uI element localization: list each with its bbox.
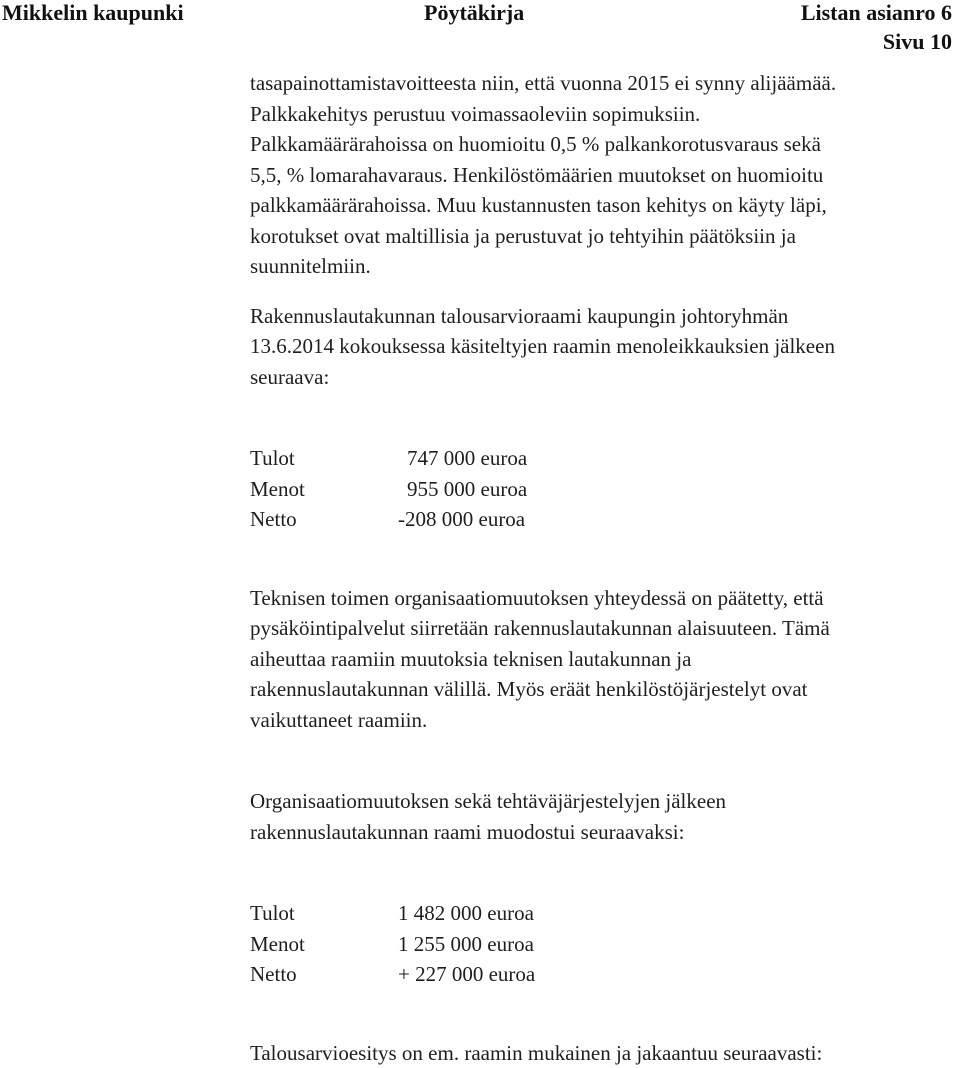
budget-frame-table-initial xyxy=(250,443,527,535)
document-body xyxy=(250,68,950,1068)
row-value-net: -208 000 euroa xyxy=(398,504,527,535)
spacer xyxy=(250,535,950,583)
page-header xyxy=(0,0,960,60)
paragraph-budget-balancing: tasapainottamistavoitteesta niin, että vuonna 2015 ei synny alijäämää. Palkkakehitys perustuu voimassaoleviin sopimuksiin. Palkkamäärärahoissa on huomioitu 0,5 % palkankorotusvaraus sekä 5,5, % lomarahavaraus. Henkilöstömäärien muutokset on huomioitu palkkamäärärahoissa. Muu kustannusten tason kehitys on käyty läpi, korotukset ovat maltillisia ja perustuvat jo tehtyihin päätöksiin ja suunnitelmiin. xyxy=(250,68,950,282)
table-row xyxy=(250,474,527,505)
table-row xyxy=(250,504,527,535)
table-row xyxy=(250,898,535,929)
spacer xyxy=(250,847,950,898)
row-label-net: Netto xyxy=(250,959,398,990)
agenda-item-number: Listan asianro 6 xyxy=(801,0,952,26)
spacer xyxy=(250,282,950,301)
row-label-net: Netto xyxy=(250,504,398,535)
page-number: Sivu 10 xyxy=(883,29,952,55)
row-value-income: 1 482 000 euroa xyxy=(398,898,535,929)
spacer xyxy=(250,735,950,786)
row-label-income: Tulot xyxy=(250,443,398,474)
spacer xyxy=(250,392,950,443)
row-value-expenses: 955 000 euroa xyxy=(398,474,527,505)
budget-frame-table-final xyxy=(250,898,535,990)
row-label-expenses: Menot xyxy=(250,929,398,960)
table-row xyxy=(250,959,535,990)
row-label-income: Tulot xyxy=(250,898,398,929)
row-value-expenses: 1 255 000 euroa xyxy=(398,929,535,960)
table-row xyxy=(250,929,535,960)
paragraph-budget-proposal: Talousarvioesitys on em. raamin mukainen ja jakaantuu seuraavasti: xyxy=(250,1038,950,1068)
row-value-net: + 227 000 euroa xyxy=(398,959,535,990)
organization-name: Mikkelin kaupunki xyxy=(2,0,184,26)
paragraph-frame-after-change: Organisaatiomuutoksen sekä tehtäväjärjestelyjen jälkeen rakennuslautakunnan raami muodostui seuraavaksi: xyxy=(250,786,950,847)
table-row xyxy=(250,443,527,474)
row-value-income: 747 000 euroa xyxy=(398,443,527,474)
spacer xyxy=(250,990,950,1038)
row-label-expenses: Menot xyxy=(250,474,398,505)
paragraph-budget-frame-intro: Rakennuslautakunnan talousarvioraami kaupungin johtoryhmän 13.6.2014 kokouksessa käsiteltyjen raamin menoleikkauksien jälkeen seuraava: xyxy=(250,301,950,393)
document-type: Pöytäkirja xyxy=(424,0,524,26)
paragraph-organisation-change: Teknisen toimen organisaatiomuutoksen yhteydessä on päätetty, että pysäköintipalvelut siirretään rakennuslautakunnan alaisuuteen. Tämä aiheuttaa raamiin muutoksia teknisen lautakunnan ja rakennuslautakunnan välillä. Myös eräät henkilöstöjärjestelyt ovat vaikuttaneet raamiin. xyxy=(250,583,950,736)
